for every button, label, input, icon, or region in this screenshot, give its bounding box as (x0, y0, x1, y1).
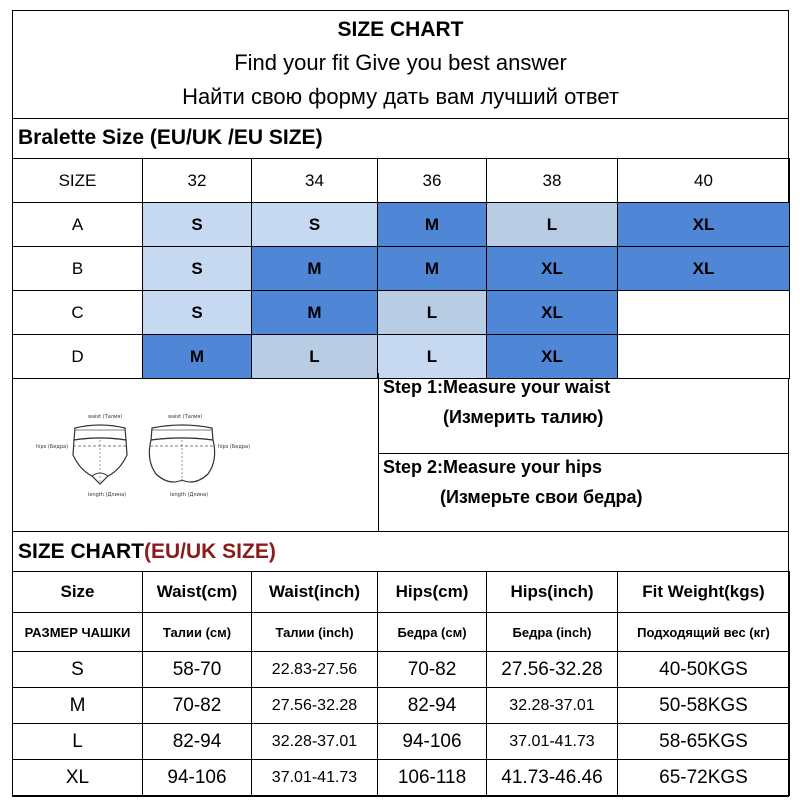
divider (378, 373, 379, 531)
table-cell: 82-94 (378, 688, 487, 724)
table-cell: 37.01-41.73 (252, 760, 378, 796)
bralette-row (13, 247, 790, 291)
bralette-row (13, 203, 790, 247)
size-cell: L (252, 335, 378, 379)
column-header: Waist(cm) (143, 572, 252, 613)
size-cell (618, 335, 790, 379)
step1-russian: (Измерить талию) (443, 407, 604, 427)
bralette-section-title: Bralette Size (EU/UK /EU SIZE) (18, 126, 323, 149)
hips-label: hips (Бедра) (36, 444, 69, 450)
step1-english: Step 1:Measure your waist (383, 377, 611, 397)
column-header: РАЗМЕР ЧАШКИ (13, 613, 143, 652)
table-cell: 22.83-27.56 (252, 652, 378, 688)
table-cell: L (13, 724, 143, 760)
bralette-size-table (12, 158, 790, 379)
table-cell: 70-82 (378, 652, 487, 688)
divider (12, 118, 789, 119)
table-cell: S (13, 652, 143, 688)
size-chart-title-suffix: (EU/UK SIZE) (144, 540, 276, 563)
size-cell: XL (487, 247, 618, 291)
table-cell: 94-106 (378, 724, 487, 760)
cup-label: D (13, 335, 143, 379)
bralette-header-row (13, 159, 790, 203)
table-row (13, 760, 790, 796)
table-cell: 41.73-46.46 (487, 760, 618, 796)
column-header: Талии (см) (143, 613, 252, 652)
cup-label: B (13, 247, 143, 291)
column-header: Талии (inch) (252, 613, 378, 652)
table-row (13, 724, 790, 760)
size-cell: XL (487, 335, 618, 379)
cup-label: A (13, 203, 143, 247)
size-label: SIZE (13, 159, 143, 203)
column-header: Бедра (см) (378, 613, 487, 652)
table-cell: 106-118 (378, 760, 487, 796)
size-cell: S (143, 203, 252, 247)
size-cell: M (378, 203, 487, 247)
length-label: length (Длина) (170, 492, 209, 498)
brief-back-illustration (149, 425, 214, 484)
waist-label: waist (Талия) (168, 414, 203, 420)
column-header: Hips(cm) (378, 572, 487, 613)
size-cell: L (378, 335, 487, 379)
step2-english: Step 2:Measure your hips (383, 457, 603, 477)
size-cell: XL (618, 203, 790, 247)
table-cell: 70-82 (143, 688, 252, 724)
table-cell: 32.28-37.01 (252, 724, 378, 760)
subtitle-english: Find your fit Give you best answer (234, 50, 567, 75)
table-cell: 82-94 (143, 724, 252, 760)
table-cell: 27.56-32.28 (252, 688, 378, 724)
column-header: Бедра (inch) (487, 613, 618, 652)
column-header: Fit Weight(kgs) (618, 572, 790, 613)
table-cell: 27.56-32.28 (487, 652, 618, 688)
bralette-row (13, 335, 790, 379)
band-size: 34 (252, 159, 378, 203)
cup-label: C (13, 291, 143, 335)
length-label: length (Длина) (88, 492, 127, 498)
band-size: 36 (378, 159, 487, 203)
size-cell: M (252, 291, 378, 335)
size-cell: XL (487, 291, 618, 335)
size-cell: L (378, 291, 487, 335)
column-header: Size (13, 572, 143, 613)
page-title: SIZE CHART (337, 18, 464, 41)
size-cell: M (378, 247, 487, 291)
table-row (13, 688, 790, 724)
table-cell: 58-70 (143, 652, 252, 688)
table-cell: 40-50KGS (618, 652, 790, 688)
size-measurement-table (12, 571, 790, 796)
table-cell: 65-72KGS (618, 760, 790, 796)
band-size: 40 (618, 159, 790, 203)
table-cell: M (13, 688, 143, 724)
size-cell: S (143, 247, 252, 291)
table-cell: 50-58KGS (618, 688, 790, 724)
size-cell: S (143, 291, 252, 335)
table-cell: XL (13, 760, 143, 796)
size-cell: S (252, 203, 378, 247)
size-cell: M (143, 335, 252, 379)
header-row-russian (13, 613, 790, 652)
divider (378, 453, 789, 454)
waist-label: waist (Талия) (88, 414, 123, 420)
size-cell: XL (618, 247, 790, 291)
table-row (13, 652, 790, 688)
band-size: 32 (143, 159, 252, 203)
table-cell: 32.28-37.01 (487, 688, 618, 724)
hips-label: hips (Бедра) (218, 444, 251, 450)
size-cell: L (487, 203, 618, 247)
bralette-row (13, 291, 790, 335)
size-chart-title-main: SIZE CHART (18, 540, 144, 563)
header-row-english (13, 572, 790, 613)
table-cell: 58-65KGS (618, 724, 790, 760)
size-chart-section-title (18, 540, 276, 564)
size-cell (618, 291, 790, 335)
step2-russian: (Измерьте свои бедра) (440, 487, 643, 507)
table-cell: 37.01-41.73 (487, 724, 618, 760)
column-header: Подходящий вес (кг) (618, 613, 790, 652)
size-cell: M (252, 247, 378, 291)
column-header: Hips(inch) (487, 572, 618, 613)
measurement-diagram (30, 400, 270, 500)
divider (12, 531, 789, 532)
brief-front-illustration (73, 425, 127, 484)
column-header: Waist(inch) (252, 572, 378, 613)
band-size: 38 (487, 159, 618, 203)
table-cell: 94-106 (143, 760, 252, 796)
subtitle-russian: Найти свою форму дать вам лучший ответ (182, 84, 619, 109)
